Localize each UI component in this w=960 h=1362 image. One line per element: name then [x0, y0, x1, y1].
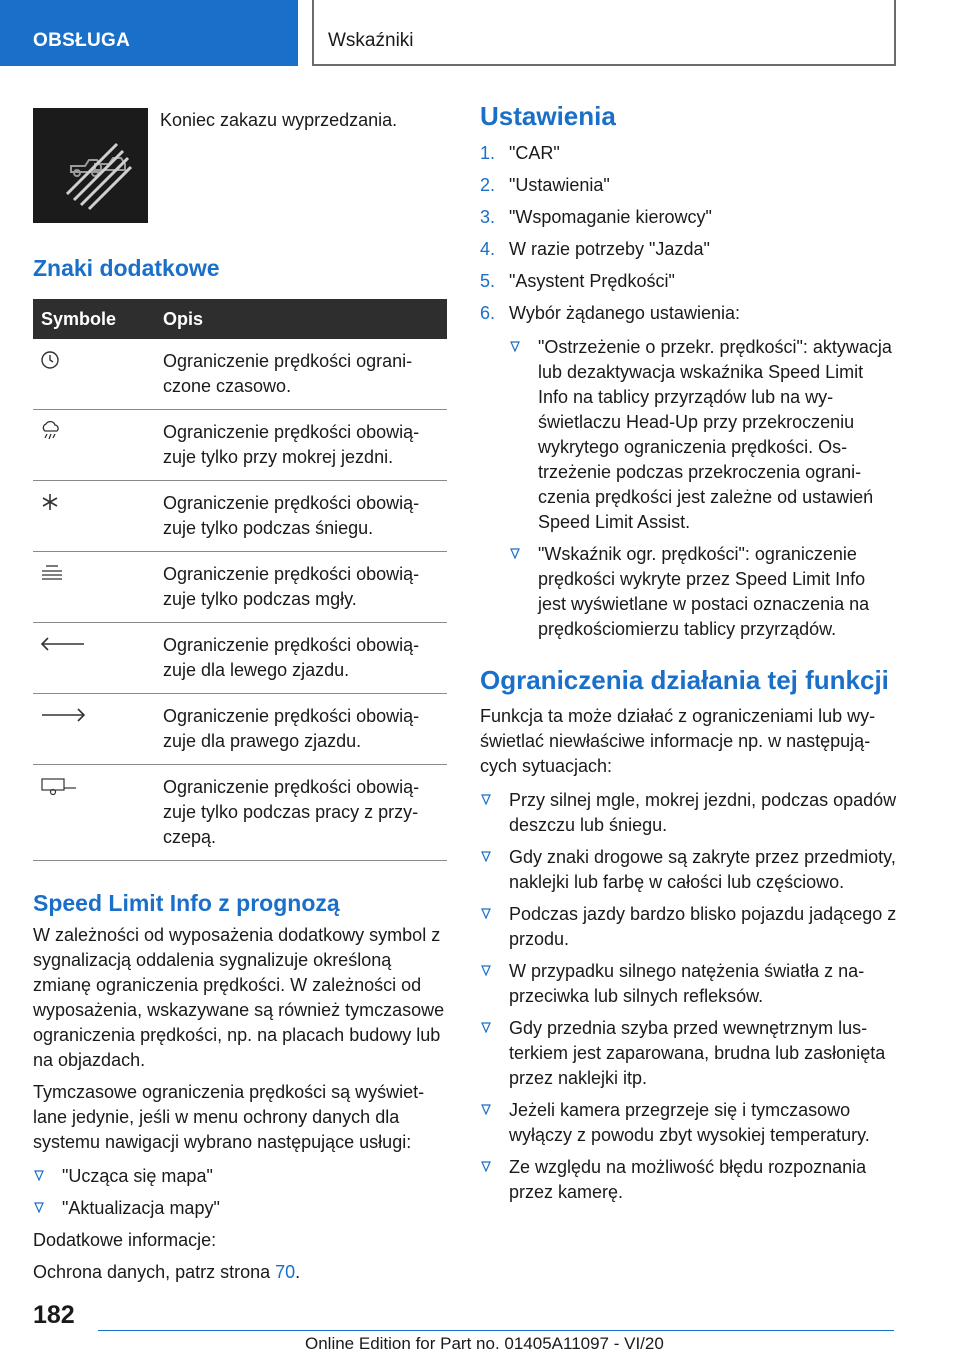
- setting-options-list: [509, 335, 898, 642]
- list-item: 6. Wybór żądanego ustawienia:: [480, 303, 740, 323]
- table-row: [33, 623, 447, 694]
- section-tab: OBSŁUGA: [0, 0, 298, 66]
- snowflake-icon: [39, 491, 61, 513]
- list-item: 5. "Asystent Prędkości": [480, 271, 675, 291]
- bullet-triangle-icon: [481, 794, 491, 805]
- table-row: [33, 481, 447, 552]
- service-label: "Ucząca się mapa": [62, 1166, 213, 1186]
- table-cell-desc: Ograniczenie prędkości obowiązuje tylko przy mokrej jezdni.: [159, 410, 447, 481]
- additional-signs-table: [33, 299, 447, 861]
- table-row: [33, 410, 447, 481]
- col-header-desc: Opis: [159, 299, 447, 339]
- footer-divider: [98, 1330, 894, 1331]
- heading-speed-limit-info: Speed Limit Info z prognozą: [33, 890, 340, 916]
- col-header-symbol: Symbole: [33, 299, 159, 339]
- list-item: [33, 1164, 447, 1189]
- bullet-triangle-icon: [481, 908, 491, 919]
- more-info-label: Dodatkowe informacje:: [33, 1230, 217, 1250]
- list-item: Ze względu na możliwość błędu rozpoznania przez kamerę.: [480, 1155, 898, 1205]
- end-overtaking-sign-block: [33, 108, 447, 224]
- clock-icon: [39, 349, 61, 371]
- bullet-triangle-icon: [481, 851, 491, 862]
- table-row: [33, 765, 447, 861]
- heading-function-limits: Ograniczenia działania tej funkcji: [480, 665, 889, 695]
- left-column: [33, 108, 447, 1292]
- bullet-triangle-icon: [510, 341, 520, 352]
- end-no-overtaking-icon: [33, 108, 148, 223]
- list-item: 2. "Ustawienia": [480, 175, 610, 195]
- arrow-right-icon: [39, 704, 87, 726]
- list-item: W przypadku silnego natężenia światła z naprzeciwka lub silnych refleksów.: [480, 959, 898, 1009]
- table-header-row: [33, 299, 447, 339]
- list-item: 1. "CAR": [480, 143, 560, 163]
- fog-icon: [39, 562, 65, 584]
- paragraph-forecast: W zależności od wyposażenia dodatkowy symbol z sygnalizacją oddalenia sygnalizuje określoną zmianę ograniczenia prędkości. W zależności od wyposażenia, wskazywane są również tymczasowe ograniczenia prędkości, np. na placach budowy lub na objazdach.: [33, 925, 445, 1070]
- trailer-icon: [39, 775, 79, 797]
- settings-steps: [480, 141, 898, 326]
- end-no-overtaking-sign-image: [33, 108, 148, 223]
- privacy-page-link[interactable]: 70: [275, 1262, 296, 1282]
- arrow-left-icon: [39, 633, 87, 655]
- page-number: 182: [33, 1301, 75, 1329]
- heading-settings: Ustawienia: [480, 101, 616, 131]
- list-item: Podczas jazdy bardzo blisko pojazdu jadącego z przodu.: [480, 902, 898, 952]
- bullet-triangle-icon: [34, 1202, 44, 1213]
- right-column: [480, 100, 898, 1212]
- list-item: "Ostrzeżenie o przekr. prędkości": aktywacja lub dezaktywacja wskaźnika Speed Limit Info na tablicy przyrządów lub na wyświetlaczu Head-Up przy przekroczeniu wykrytego ograniczenia prędkości. Ostrzeżenie podczas przekroczenia ograniczenia prędkości jest zależne od ustawień Speed Limit Assist.: [509, 335, 898, 535]
- list-item: 4. W razie potrzeby "Jazda": [480, 239, 710, 259]
- chapter-title: Wskaźniki: [312, 0, 896, 66]
- table-cell-desc: Ograniczenie prędkości obowiązuje tylko podczas pracy z przyczepą.: [159, 765, 447, 861]
- sign-caption: Koniec zakazu wyprzedzania.: [160, 110, 398, 130]
- table-cell-desc: Ograniczenie prędkości obowiązuje dla prawego zjazdu.: [159, 694, 447, 765]
- list-item: 3. "Wspomaganie kierowcy": [480, 207, 712, 227]
- services-list: [33, 1164, 447, 1221]
- heading-additional-signs: Znaki dodatkowe: [33, 255, 220, 281]
- limits-list: [480, 788, 898, 1205]
- table-cell-desc: Ograniczenie prędkości obowiązuje tylko podczas mgły.: [159, 552, 447, 623]
- list-item: Przy silnej mgle, mokrej jezdni, podczas opadów deszczu lub śniegu.: [480, 788, 898, 838]
- list-item: "Wskaźnik ogr. prędkości": ograniczenie prędkości wykryte przez Speed Limit Info jest wyświetlane w postaci oznaczenia na prędkościomierzu tablicy przyrządów.: [509, 542, 898, 642]
- table-cell-desc: Ograniczenie prędkości obowiązuje tylko podczas śniegu.: [159, 481, 447, 552]
- bullet-triangle-icon: [34, 1170, 44, 1181]
- list-item: [33, 1196, 447, 1221]
- service-label: "Aktualizacja mapy": [62, 1198, 220, 1218]
- edition-note: Online Edition for Part no. 01405A11097 - VI/20: [305, 1334, 664, 1353]
- privacy-reference: Ochrona danych, patrz strona 70.: [33, 1262, 301, 1282]
- table-row: [33, 694, 447, 765]
- bullet-triangle-icon: [481, 1022, 491, 1033]
- table-row: [33, 552, 447, 623]
- table-cell-desc: Ograniczenie prędkości obowiązuje dla lewego zjazdu.: [159, 623, 447, 694]
- list-item: Gdy znaki drogowe są zakryte przez przedmioty, naklejki lub farbę w całości lub częściowo.: [480, 845, 898, 895]
- list-item: Jeżeli kamera przegrzeje się i tymczasowo wyłączy z powodu zbyt wysokiej temperatury.: [480, 1098, 898, 1148]
- paragraph-temporary-limits: Tymczasowe ograniczenia prędkości są wyświetlane jedynie, jeśli w menu ochrony danych dla systemu nawigacji wybrano następujące usługi:: [33, 1082, 425, 1152]
- bullet-triangle-icon: [481, 965, 491, 976]
- list-item: Gdy przednia szyba przed wewnętrznym lusterkiem jest zaparowana, brudna lub zasłonięta przez naklejki itp.: [480, 1016, 898, 1091]
- table-row: [33, 339, 447, 410]
- bullet-triangle-icon: [481, 1104, 491, 1115]
- table-cell-desc: Ograniczenie prędkości ograniczone czasowo.: [159, 339, 447, 410]
- paragraph-limits-intro: Funkcja ta może działać z ograniczeniami lub wyświetlać niewłaściwe informacje np. w następujących sytuacjach:: [480, 706, 876, 776]
- bullet-triangle-icon: [481, 1161, 491, 1172]
- rain-cloud-icon: [39, 420, 63, 442]
- bullet-triangle-icon: [510, 548, 520, 559]
